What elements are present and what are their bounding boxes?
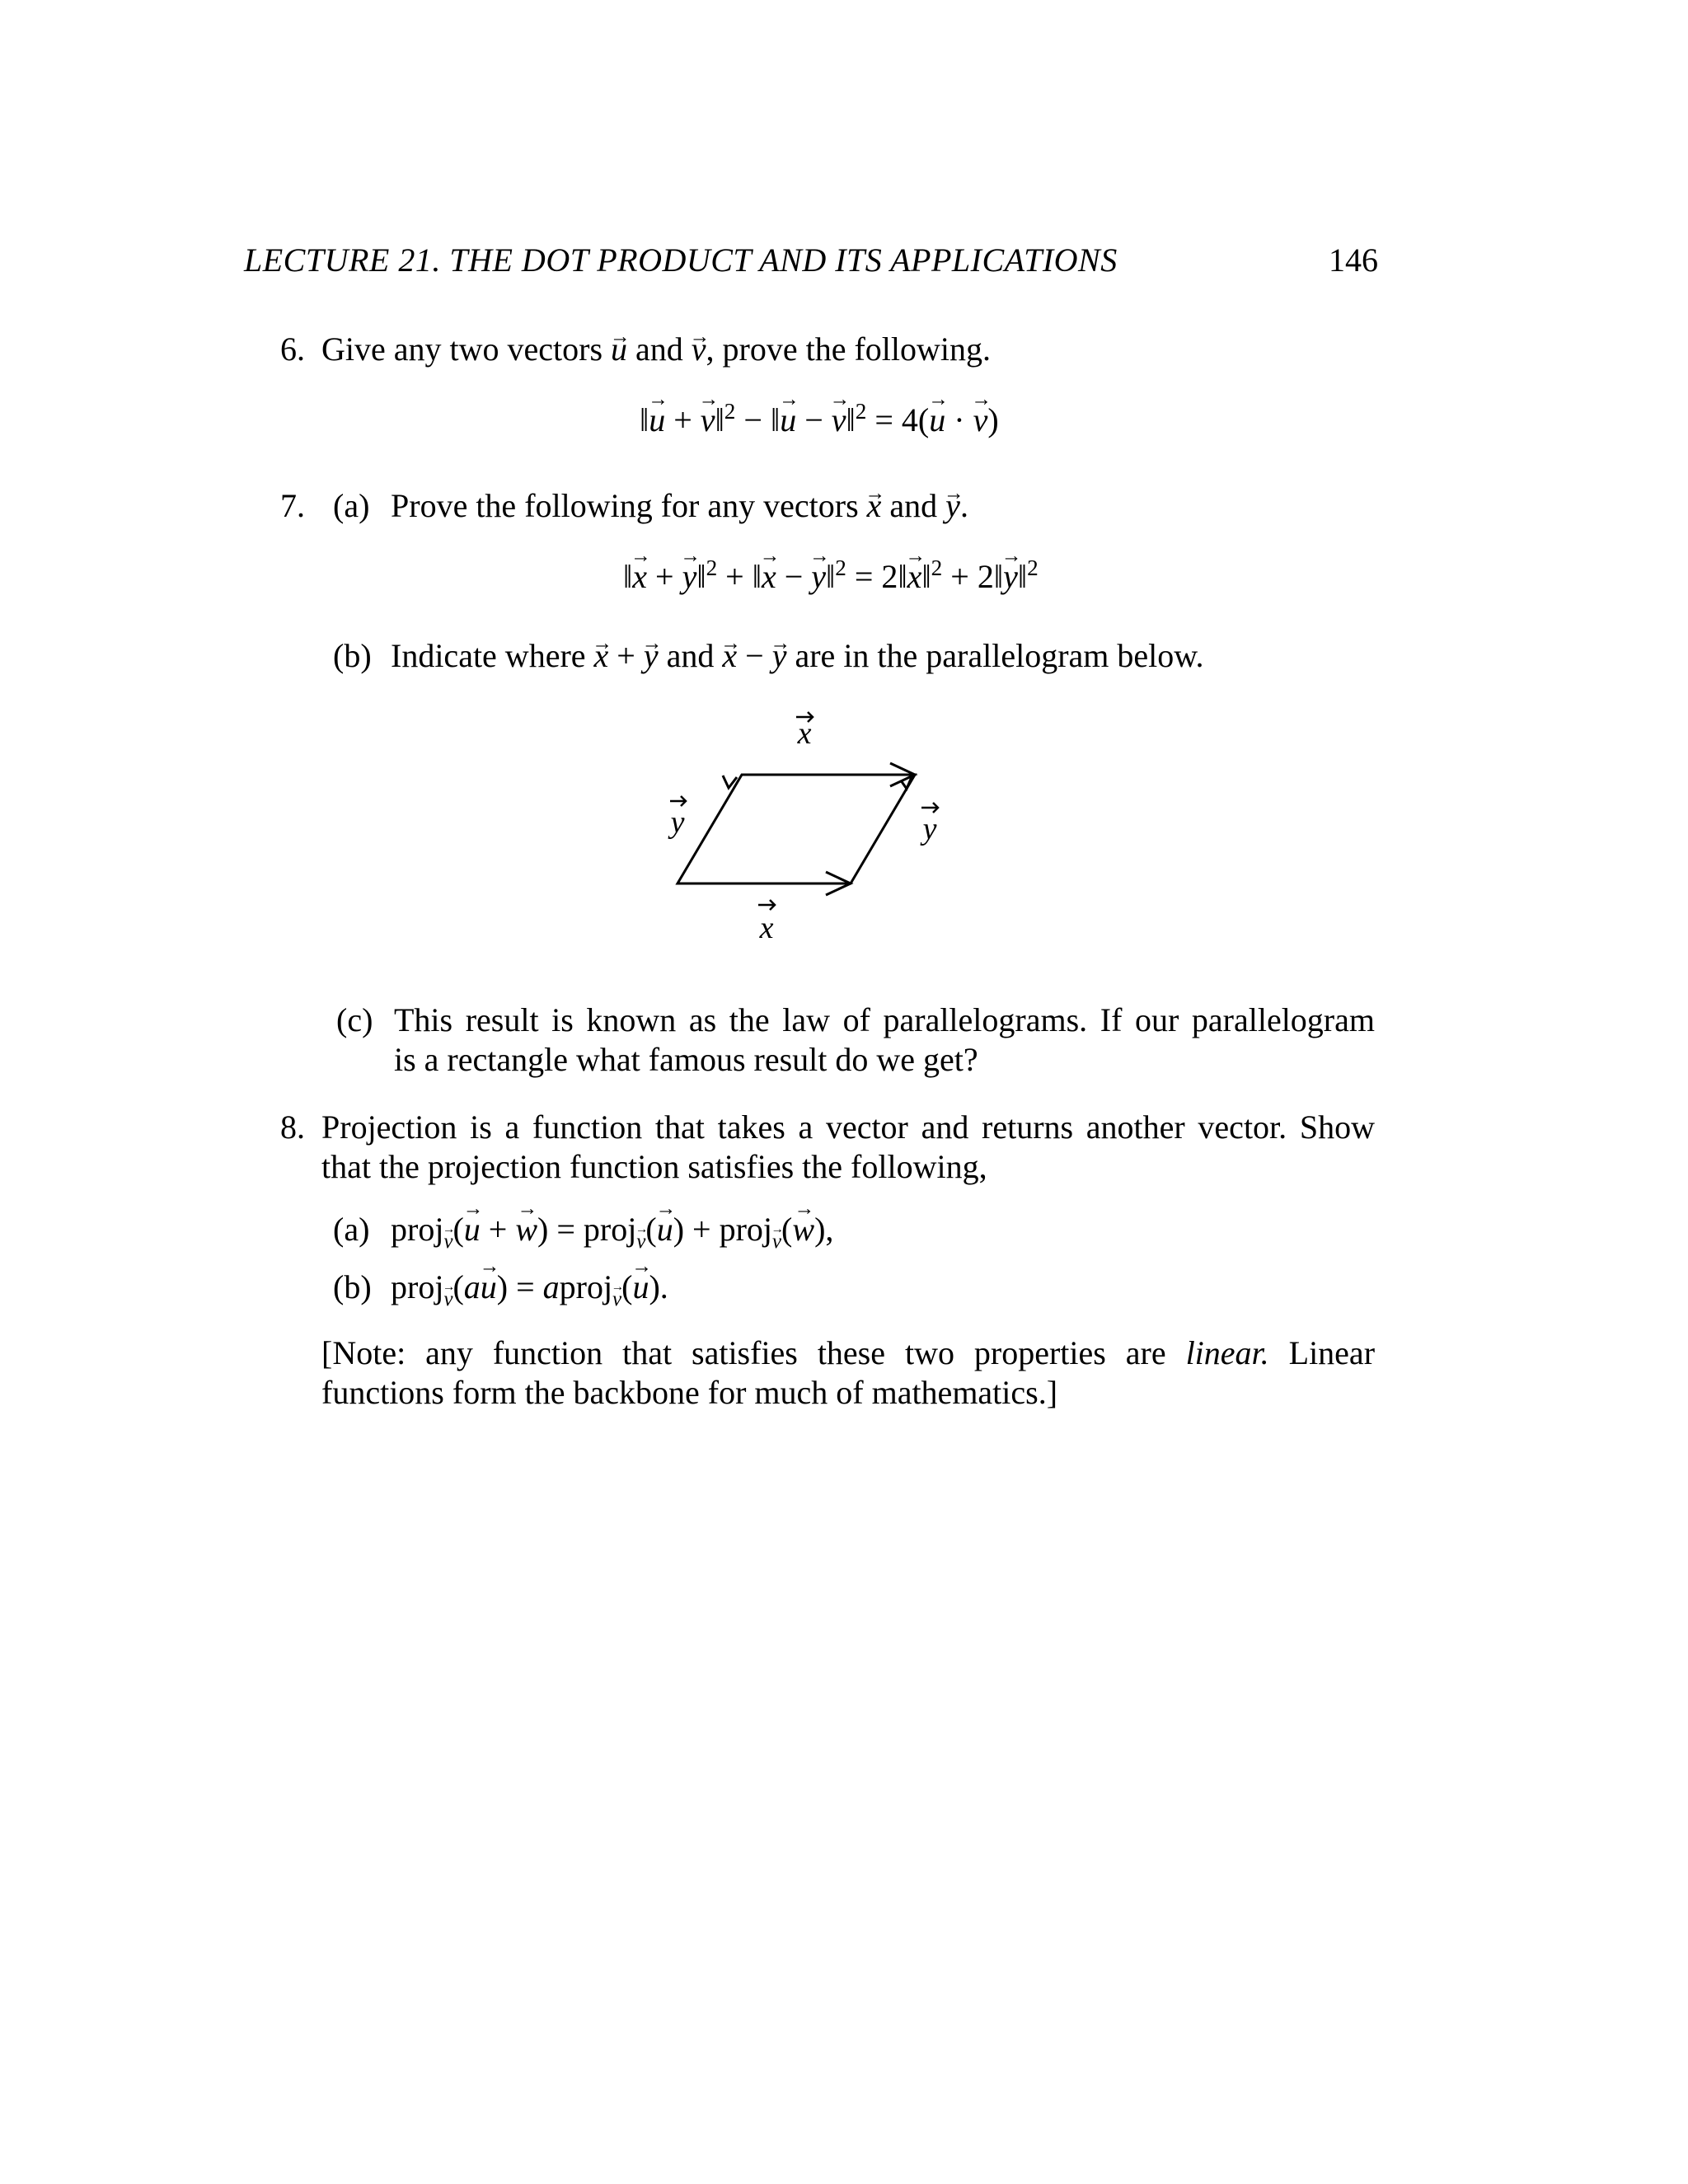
operator: (	[781, 1211, 793, 1248]
page-header: LECTURE 21. THE DOT PRODUCT AND ITS APPLICATIONS	[244, 241, 1118, 279]
vector-v-subscript: → v	[612, 1288, 621, 1311]
operator: )	[537, 1211, 549, 1248]
problem-8-text	[321, 1108, 1375, 1187]
vector-x: → x	[762, 557, 776, 596]
label-right-y: y	[922, 812, 937, 846]
note-emphasis: linear.	[1185, 1334, 1269, 1371]
scalar-a: a	[463, 1268, 481, 1305]
operator: +	[717, 557, 753, 595]
scalar-a: a	[542, 1268, 560, 1305]
label-bottom-x: x	[759, 911, 774, 945]
vector-u: → u	[929, 401, 945, 439]
vector-y: → y	[945, 486, 960, 526]
problem-6-text: Give any two vectors	[321, 330, 612, 368]
operator: +	[480, 1211, 516, 1248]
operator: ),	[814, 1211, 834, 1248]
problem-7c-line: is a rectangle what famous result do we get?	[394, 1041, 978, 1078]
proj-operator: proj	[719, 1211, 773, 1248]
vector-y: → y	[772, 636, 787, 676]
proj-operator: proj	[583, 1211, 637, 1248]
problem-7a-text: Prove the following for any vectors	[391, 487, 867, 524]
operator: −	[796, 401, 832, 438]
vector-u: → u	[632, 1268, 649, 1306]
note-text: Linear	[1268, 1334, 1376, 1371]
label-top-x: x	[797, 716, 812, 751]
vector-v: → v	[973, 401, 988, 439]
operator: )	[496, 1268, 509, 1305]
note-line: functions form the backbone for much of mathematics.]	[321, 1374, 1058, 1411]
operator: ·	[945, 401, 973, 438]
problem-8-number: 8.	[280, 1108, 305, 1146]
vector-u: → u	[481, 1268, 497, 1306]
problem-8-line: Projection is a function that takes a vector and returns another vector. Show	[321, 1108, 1375, 1146]
vector-v-subscript: → v	[443, 1288, 452, 1311]
operator: −	[776, 557, 812, 595]
parallelogram-figure	[643, 701, 973, 956]
operator: −	[735, 401, 771, 438]
problem-7a-statement	[391, 486, 968, 526]
operator: −	[737, 637, 772, 674]
vector-y: → y	[644, 636, 659, 676]
operator: (	[452, 1268, 464, 1305]
problem-7b-text: Indicate where	[391, 637, 594, 674]
problem-7-number: 7.	[280, 487, 305, 524]
problem-7a-text: .	[959, 487, 968, 524]
operator: (	[452, 1211, 464, 1248]
problem-8-line: that the projection function satisfies the following,	[321, 1148, 987, 1185]
page-number: 146	[1329, 241, 1378, 279]
vector-x: → x	[907, 557, 922, 596]
problem-8a-label: (a)	[333, 1211, 370, 1248]
operator: (	[621, 1268, 633, 1305]
operator: =	[548, 1211, 584, 1248]
problem-8b-label: (b)	[333, 1268, 372, 1305]
problem-6-text: and	[627, 330, 692, 368]
problem-7b-text: are in the parallelogram below.	[786, 637, 1204, 674]
operator: = 2	[846, 557, 898, 595]
problem-7a-label: (a)	[333, 487, 370, 524]
problem-8b-equation	[391, 1268, 668, 1311]
exponent: 2	[835, 555, 846, 580]
exponent: 2	[931, 555, 943, 580]
problem-7b-text: and	[658, 637, 723, 674]
vector-v: → v	[692, 330, 706, 369]
operator: )	[673, 1211, 685, 1248]
vector-w: → w	[515, 1210, 537, 1249]
problem-7b-statement	[391, 636, 1204, 676]
problem-6-text: , prove the following.	[706, 330, 992, 368]
operator: ).	[649, 1268, 668, 1305]
vector-y: → y	[1003, 557, 1018, 596]
problem-6-statement	[321, 330, 991, 369]
exponent: 2	[706, 555, 718, 580]
label-left-y: y	[670, 805, 685, 840]
exponent: 2	[724, 399, 736, 424]
proj-operator: proj	[559, 1268, 613, 1305]
operator: +	[647, 557, 682, 595]
parallelogram-shape	[678, 775, 915, 883]
vector-x: → x	[632, 557, 647, 596]
vector-u: → u	[780, 401, 796, 439]
vector-y: → y	[682, 557, 697, 596]
problem-8a-equation	[391, 1210, 833, 1254]
vector-x: → x	[867, 486, 882, 526]
vector-v: → v	[832, 401, 846, 439]
vector-x: → x	[722, 636, 737, 676]
problem-6-number: 6.	[280, 330, 305, 368]
problem-7a-equation: ‖→ x + → y‖$^2$ + ‖→ x − → y‖$^2$ = 2‖→ x‖$^2$ + 2‖→ y‖$^2$	[623, 555, 1039, 596]
note-line	[321, 1333, 1375, 1373]
vector-v-subscript: → v	[636, 1230, 645, 1254]
vector-u: → u	[611, 330, 627, 369]
problem-7c-label: (c)	[336, 1001, 373, 1038]
operator: +	[608, 637, 644, 674]
vector-v-subscript: → v	[772, 1230, 781, 1254]
operator: + 2	[942, 557, 994, 595]
vector-w: → w	[792, 1210, 814, 1249]
exponent: 2	[1027, 555, 1039, 580]
operator: )	[987, 401, 999, 438]
exponent: 2	[855, 399, 867, 424]
problem-7b-label: (b)	[333, 637, 372, 674]
vector-v-subscript: → v	[443, 1230, 452, 1254]
problem-7a-text: and	[881, 487, 946, 524]
problem-7c-line: This result is known as the law of parallelograms. If our parallelogram	[394, 1001, 1375, 1038]
problem-6-equation: ‖→ u + → v‖$^2$ − ‖→ u − → v‖$^2$ = 4(→ u · → v)	[640, 399, 999, 439]
vector-u: → u	[464, 1210, 481, 1249]
vector-v: → v	[701, 401, 715, 439]
vector-x: → x	[594, 636, 609, 676]
proj-operator: proj	[391, 1268, 444, 1305]
note-text: [Note: any function that satisfies these two properties are	[321, 1334, 1186, 1371]
operator: +	[665, 401, 701, 438]
operator: +	[684, 1211, 720, 1248]
problem-7c-text	[394, 1001, 1375, 1080]
operator: = 4(	[866, 401, 930, 438]
operator: (	[645, 1211, 657, 1248]
problem-8-note	[321, 1333, 1375, 1413]
vector-u: → u	[657, 1210, 673, 1249]
proj-operator: proj	[391, 1211, 444, 1248]
vector-u: → u	[649, 401, 665, 439]
vector-y: → y	[811, 557, 826, 596]
operator: =	[508, 1268, 543, 1305]
